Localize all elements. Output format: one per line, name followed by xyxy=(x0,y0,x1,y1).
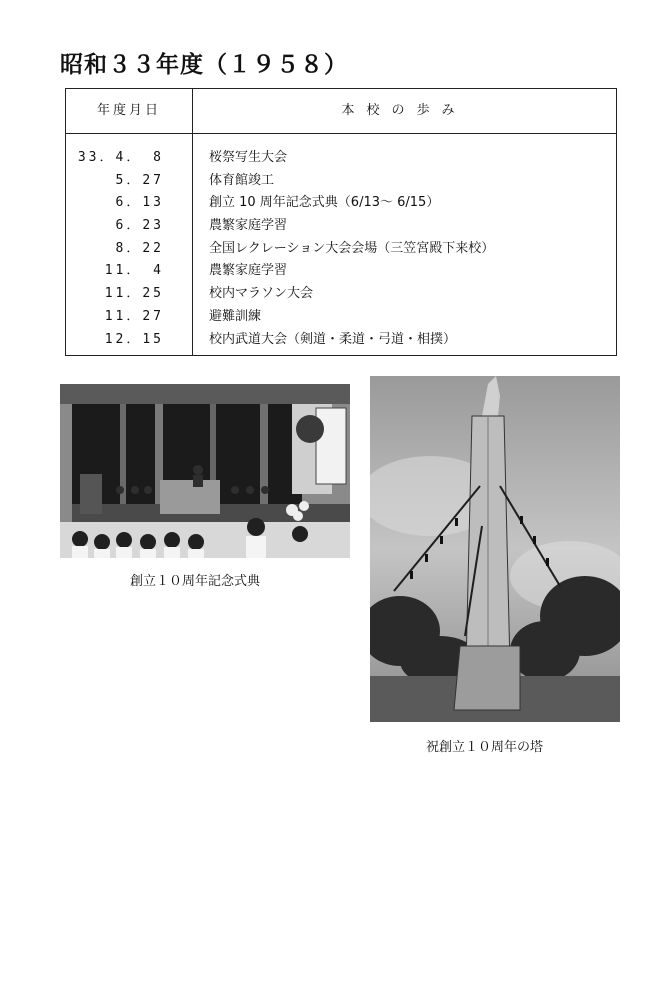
row-event: 全国レクレーション大会会場（三笠宮殿下来校） xyxy=(209,240,495,256)
ceremony-photo xyxy=(60,384,350,558)
table-row xyxy=(66,237,616,260)
tower-photo xyxy=(370,376,620,722)
row-event: 桜祭写生大会 xyxy=(209,150,288,165)
row-date: 33．4． 8 xyxy=(77,150,164,165)
row-event: 校内武道大会（剣道・柔道・弓道・相撲） xyxy=(209,331,457,347)
ceremony-caption: 創立１０周年記念式典 xyxy=(130,574,261,589)
events-table xyxy=(65,88,617,356)
table-row xyxy=(66,328,616,351)
row-date: 11． 4 xyxy=(104,263,164,279)
table-row xyxy=(66,191,616,214)
row-date: 12．15 xyxy=(104,331,164,347)
tower-caption: 祝創立１０周年の塔 xyxy=(426,740,544,755)
header-date: 年度月日 xyxy=(96,103,161,118)
row-date: 6．23 xyxy=(115,218,164,234)
table-row xyxy=(66,169,616,192)
header-event: 本校の歩み xyxy=(341,103,467,118)
row-event: 農繁家庭学習 xyxy=(209,218,288,234)
row-date: 11．25 xyxy=(104,286,164,302)
table-row xyxy=(66,305,616,328)
row-event: 校内マラソン大会 xyxy=(209,286,314,302)
row-event: 創立 10 周年記念式典（6/13～ 6/15） xyxy=(209,195,440,211)
row-event: 体育館竣工 xyxy=(209,172,275,188)
table-row xyxy=(66,146,616,169)
table-row xyxy=(66,259,616,282)
row-date: 5．27 xyxy=(115,172,164,188)
row-event: 避難訓練 xyxy=(209,308,262,324)
row-event: 農繁家庭学習 xyxy=(209,263,288,279)
table-row xyxy=(66,214,616,237)
header-divider xyxy=(66,133,616,134)
row-date: 8．22 xyxy=(115,240,164,256)
row-date: 6．13 xyxy=(115,195,164,211)
page-title: 昭和３３年度（１９５８） xyxy=(60,51,348,78)
row-date: 11．27 xyxy=(104,308,164,324)
table-rows xyxy=(66,146,616,350)
table-row xyxy=(66,282,616,305)
